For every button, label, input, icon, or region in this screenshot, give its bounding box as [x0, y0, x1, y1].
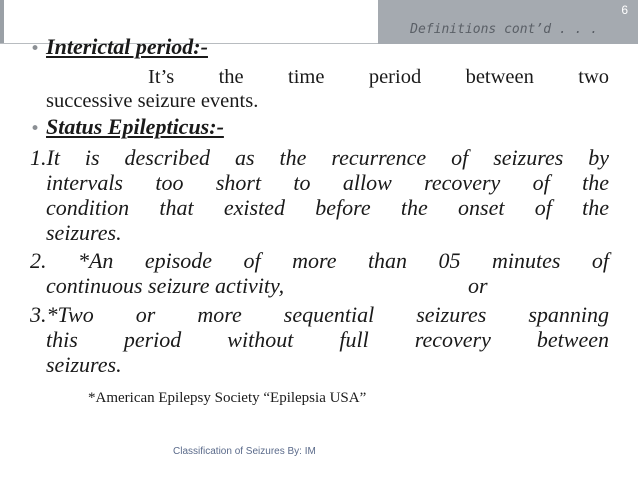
item1-line-1: 1.It is described as the recurrence of seizures by: [30, 145, 609, 170]
item1-line-4: seizures.: [46, 220, 122, 245]
item2-line-1: 2. *An episode of more than 05 minutes of: [30, 248, 609, 273]
citation: *American Epilepsy Society “Epilepsia USA”: [88, 390, 367, 406]
interictal-line-1: It’s the time period between two: [148, 66, 609, 88]
heading-interictal: Interictal period:-: [46, 34, 208, 59]
slide-number: 6: [621, 3, 628, 17]
bullet-marker: •: [30, 119, 41, 139]
bullet-status-epilepticus: [30, 114, 224, 140]
bullet-interictal: [30, 34, 208, 60]
item2-line-2: [46, 273, 284, 299]
item3-line-2: this period without full recovery between: [46, 327, 609, 352]
frame-left-bar: [0, 0, 4, 44]
item3-line-1: 3.*Two or more sequential seizures spanning: [30, 302, 609, 327]
item1-line-2: intervals too short to allow recovery of the: [46, 170, 609, 195]
bullet-marker: •: [30, 39, 41, 59]
header-band: [378, 0, 638, 44]
item2-line-2-main: continuous seizure activity,: [46, 273, 285, 298]
footer-text: Classification of Seizures By: IM: [173, 446, 316, 457]
interictal-line-2: successive seizure events.: [46, 90, 259, 112]
heading-status-epilepticus: Status Epilepticus:-: [46, 114, 224, 139]
item2-or: or: [468, 273, 488, 298]
header-title: Definitions cont’d . . .: [410, 22, 598, 37]
item1-line-3: condition that existed before the onset of the: [46, 195, 609, 220]
item3-line-3: seizures.: [46, 352, 122, 377]
